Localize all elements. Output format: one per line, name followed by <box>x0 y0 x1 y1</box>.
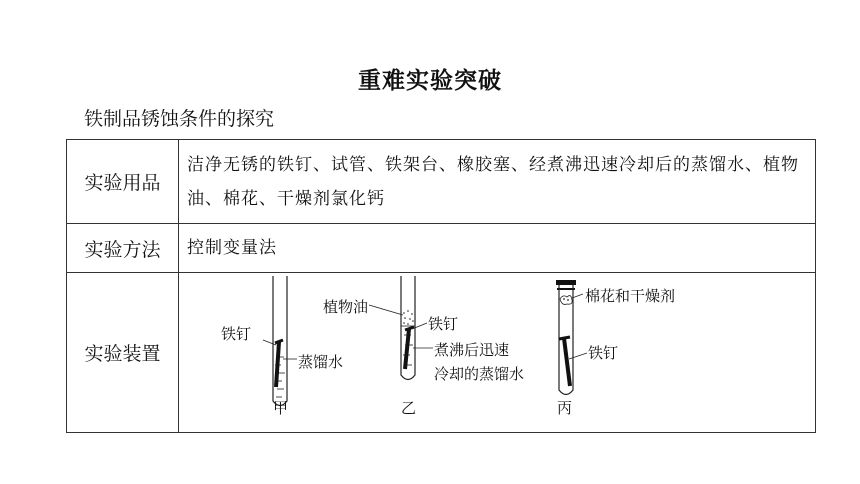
nail-b <box>405 327 414 369</box>
label-nail-c: 铁钉 <box>588 344 619 362</box>
test-tube-c <box>556 280 587 395</box>
label-water-a: 蒸馏水 <box>298 353 344 371</box>
oil-layer-b <box>401 310 415 326</box>
label-water-b-line2: 冷却的蒸馏水 <box>434 365 525 383</box>
cotton-desiccant-c <box>560 296 572 305</box>
label-tube-c: 丙 <box>557 399 573 417</box>
table-row <box>67 224 816 273</box>
leader-oil-b <box>369 305 403 315</box>
table-row <box>67 140 816 224</box>
apparatus-cell <box>179 273 816 433</box>
row-content-materials: 洁净无锈的铁钉、试管、铁架台、橡胶塞、经煮沸迅速冷却后的蒸馏水、植物油、棉花、干燥剂氯化钙 <box>179 140 816 224</box>
label-nail-b: 铁钉 <box>428 315 459 333</box>
label-water-b-line1: 煮沸后迅速 <box>434 341 510 359</box>
experiment-table <box>66 139 816 433</box>
label-tube-a: 甲 <box>273 399 289 417</box>
label-nail-a: 铁钉 <box>221 325 252 343</box>
section-subtitle: 铁制品锈蚀条件的探究 <box>84 108 275 130</box>
stopper-c <box>556 280 576 285</box>
row-label-method: 实验方法 <box>67 224 179 273</box>
nail-a <box>275 340 283 387</box>
label-tube-b: 乙 <box>401 399 417 417</box>
row-label-materials: 实验用品 <box>67 140 179 224</box>
nail-c <box>559 337 570 386</box>
row-content-method: 控制变量法 <box>179 224 816 273</box>
apparatus-diagram <box>179 273 815 432</box>
leader-nail-c <box>569 353 587 359</box>
label-cotton-c: 棉花和干燥剂 <box>585 287 676 305</box>
test-tube-a <box>263 276 297 406</box>
label-oil-b: 植物油 <box>323 298 369 316</box>
leader-nail-a <box>263 340 276 345</box>
row-label-apparatus: 实验装置 <box>67 273 179 433</box>
page-title: 重难实验突破 <box>358 68 502 94</box>
leader-cotton-c <box>572 294 583 298</box>
test-tube-b <box>369 276 433 380</box>
table-row <box>67 273 816 433</box>
